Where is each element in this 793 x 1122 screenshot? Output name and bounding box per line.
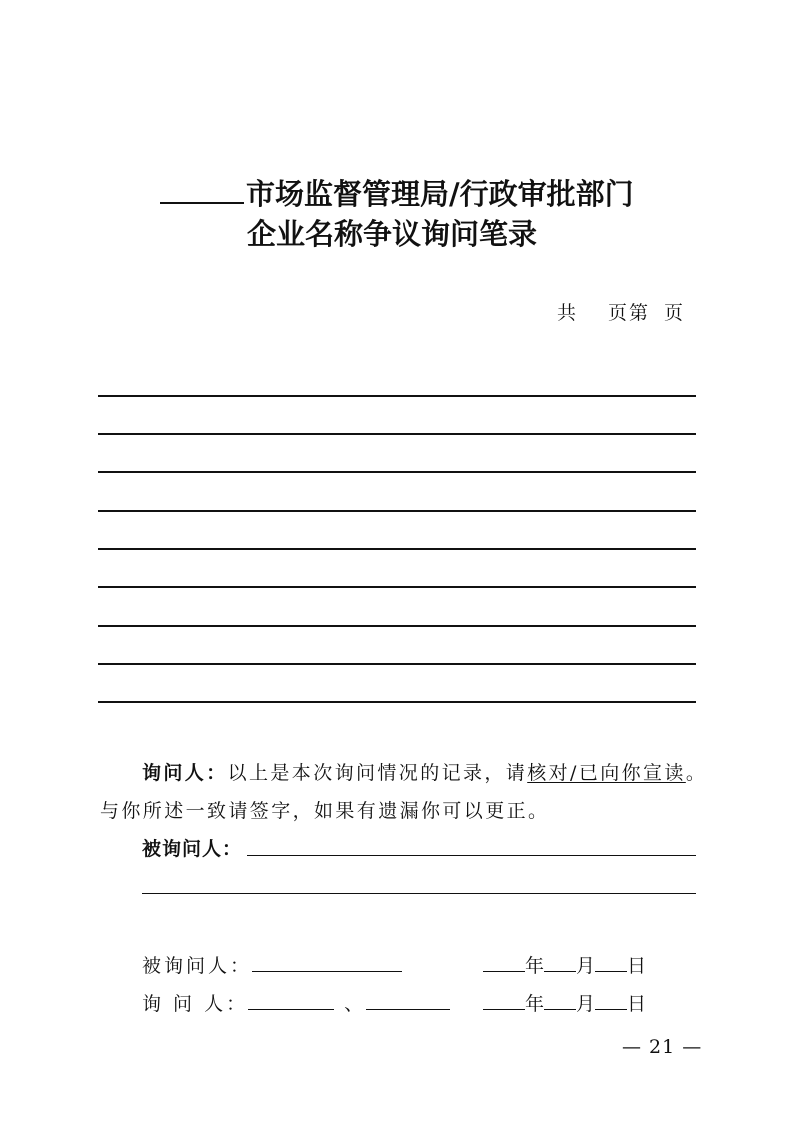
signature-row-respondent xyxy=(142,951,402,978)
respondent-label: 被询问人： xyxy=(142,838,243,860)
year-label: 年 xyxy=(525,993,545,1015)
respondent-line-2[interactable] xyxy=(142,893,696,894)
inquirer-sign-line-2[interactable] xyxy=(366,991,450,1010)
page-number: — 21 — xyxy=(622,1036,703,1058)
record-line xyxy=(98,663,696,665)
record-line xyxy=(98,586,696,588)
statement-text: 以上是本次询问情况的记录，请 xyxy=(227,762,528,784)
record-line xyxy=(98,433,696,435)
record-line xyxy=(98,471,696,473)
document-title-line2: 企业名称争议询问笔录 xyxy=(247,217,538,251)
respondent-sign-line[interactable] xyxy=(252,953,402,972)
title-text-line1: 市场监督管理局/行政审批部门 xyxy=(246,177,634,211)
respondent-sign-label: 被询问人： xyxy=(142,955,253,977)
record-line xyxy=(98,701,696,703)
statement-line1 xyxy=(142,758,707,785)
respondent-date xyxy=(483,951,646,978)
record-line xyxy=(98,548,696,550)
year-label: 年 xyxy=(525,955,545,977)
page-current-label: 页第 xyxy=(608,302,651,324)
inquirer-sign-line-1[interactable] xyxy=(248,991,334,1010)
page-suffix-label: 页 xyxy=(664,302,686,324)
record-line xyxy=(98,395,696,397)
day-label: 日 xyxy=(627,955,647,977)
month-blank[interactable] xyxy=(544,991,576,1010)
year-blank[interactable] xyxy=(483,991,525,1010)
inquirer-label: 询问人： xyxy=(142,762,228,784)
record-line xyxy=(98,625,696,627)
inquirer-separator: 、 xyxy=(344,993,367,1015)
month-blank[interactable] xyxy=(544,953,576,972)
statement-line2: 与你所述一致请签字，如果有遗漏你可以更正。 xyxy=(100,800,550,822)
document-title-line1 xyxy=(160,172,634,213)
day-blank[interactable] xyxy=(595,991,627,1010)
day-label: 日 xyxy=(627,993,647,1015)
signature-row-inquirer xyxy=(142,989,450,1016)
page-info xyxy=(557,298,685,325)
agency-blank xyxy=(160,176,244,204)
month-label: 月 xyxy=(576,955,596,977)
page-total-label: 共 xyxy=(557,302,579,324)
inquirer-date xyxy=(483,989,646,1016)
statement-underlined: 核对/已向你宣读 xyxy=(527,762,686,784)
day-blank[interactable] xyxy=(595,953,627,972)
statement-end: 。 xyxy=(685,762,708,784)
record-line xyxy=(98,510,696,512)
month-label: 月 xyxy=(576,993,596,1015)
inquirer-sign-label: 询 问 人： xyxy=(142,993,249,1015)
year-blank[interactable] xyxy=(483,953,525,972)
respondent-line[interactable] xyxy=(247,855,696,856)
